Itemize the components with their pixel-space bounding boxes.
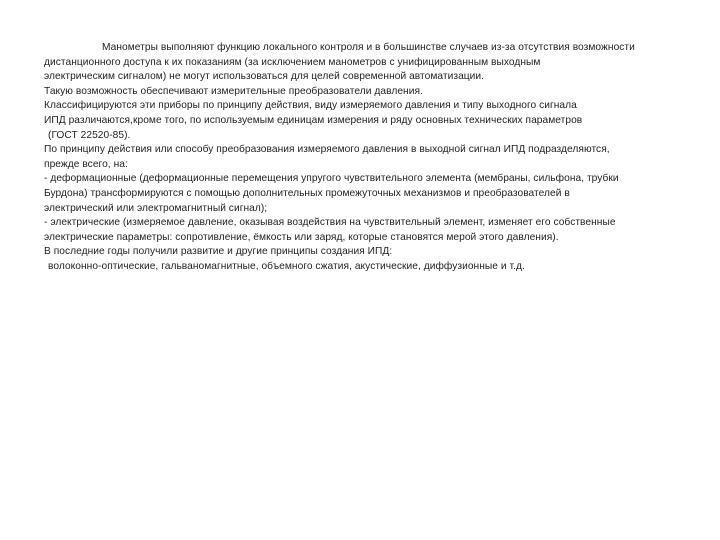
list-item-electric: - электрические (измеряемое давление, оказывая воздействия на чувствительный элемент, изменяет его собственные — [44, 217, 616, 229]
list-item-deformation: - деформационные (деформационные перемещения упругого чувствительного элемента (мембраны, сильфона, трубки — [44, 173, 619, 185]
paragraph-line: Классифицируются эти приборы по принципу действия, виду измеряемого давления и типу выходного сигнала — [44, 100, 577, 112]
paragraph-line: электрический или электромагнитный сигнал); — [44, 202, 268, 214]
paragraph-line: Манометры выполняют функцию локального контроля и в большинстве случаев из-за отсутствия возможности — [102, 42, 635, 53]
document-body — [44, 41, 676, 275]
paragraph-line: электрическим сигналом) не могут использоваться для целей современной автоматизации. — [44, 71, 485, 83]
paragraph-line: По принципу действия или способу преобразования измеряемого давления в выходной сигнал ИПД подразделяются, — [44, 144, 610, 156]
paragraph-line: дистанционного доступа к их показаниям (за исключением манометров с унифицированным выходным — [44, 56, 541, 68]
paragraph-line: Бурдона) трансформируются с помощью дополнительных промежуточных механизмов и преобразователей в — [44, 187, 570, 199]
paragraph-line: электрические параметры: сопротивление, ёмкость или заряд, которые становятся мерой этого давления). — [44, 231, 559, 243]
standard-reference: (ГОСТ 22520-85). — [48, 129, 131, 141]
paragraph-line: прежде всего, на: — [44, 158, 128, 170]
paragraph-line: ИПД различаются,кроме того, по используемым единицам измерения и ряду основных технических параметров — [44, 114, 583, 126]
paragraph-line: волоконно-оптические, гальваномагнитные, объемного сжатия, акустические, диффузионные и т.д. — [48, 260, 525, 272]
paragraph-line: В последние годы получили развитие и другие принципы создания ИПД: — [44, 246, 393, 258]
paragraph-line: Такую возможность обеспечивают измерительные преобразователи давления. — [44, 85, 423, 97]
